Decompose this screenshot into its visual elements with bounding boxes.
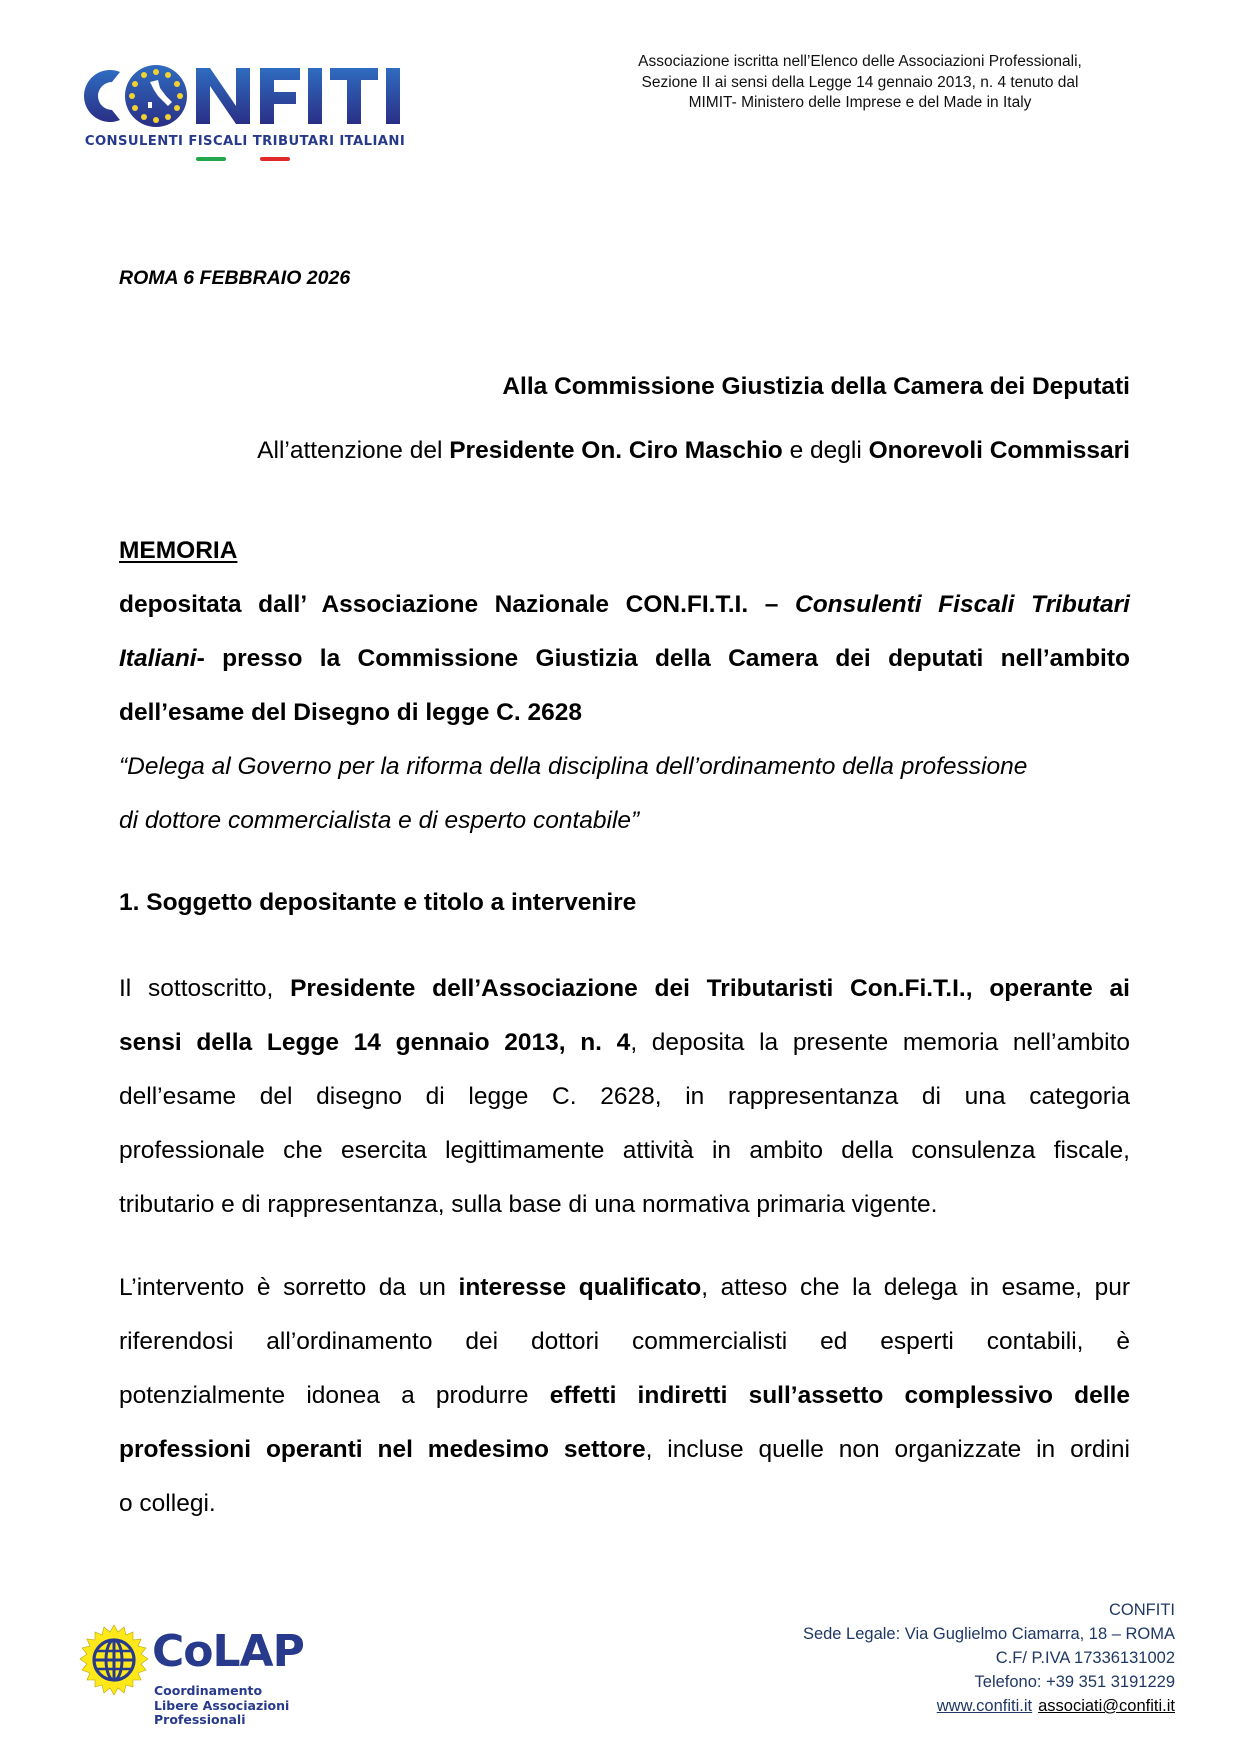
memo-line-text: - presso la Commissione Giustizia della Camera dei deputati nell’ambito (196, 645, 1130, 672)
confiti-wordmark (68, 58, 420, 134)
footer-phone: Telefono: +39 351 3191229 (974, 1673, 1175, 1691)
paragraph (119, 962, 1130, 1232)
colap-subtitle-line: Libere Associazioni (154, 1697, 290, 1713)
bold-span: professioni operanti nel medesimo settore (119, 1436, 646, 1463)
registration-note (600, 52, 1120, 114)
globe-sun-icon (78, 1624, 150, 1696)
text-span: , incluse quelle non organizzate in ordini (645, 1436, 1130, 1463)
paragraph-line (119, 962, 1130, 1016)
registration-note-line: MIMIT- Ministero delle Imprese e del Made in Italy (688, 94, 1032, 111)
letter-date: ROMA 6 FEBBRAIO 2026 (119, 267, 351, 289)
memo-quote-line: di dottore commercialista e di esperto contabile” (119, 807, 640, 834)
text-span: L’intervento è sorretto da un (119, 1274, 459, 1301)
attention-members: Onorevoli Commissari (868, 437, 1130, 464)
memo-line: dell’esame del Disegno di legge C. 2628 (119, 699, 582, 726)
confiti-logo (68, 58, 420, 168)
paragraph-line (119, 1423, 1130, 1477)
text-span: potenzialmente idonea a produrre (119, 1382, 550, 1409)
paragraph-line (119, 1016, 1130, 1070)
memo-line-text: depositata dall’ Associazione Nazionale CON.FI.T.I. – (119, 591, 795, 618)
bold-span: sensi della Legge 14 gennaio 2013, n. 4 (119, 1029, 631, 1056)
text-span: , atteso che la delega in esame, pur (701, 1274, 1130, 1301)
attention-prefix: All’attenzione del (257, 437, 450, 464)
text-span: , deposita la presente memoria nell’ambito (630, 1029, 1130, 1056)
colap-name: CoLAP (152, 1626, 304, 1677)
section-title: 1. Soggetto depositante e titolo a intervenire (119, 889, 637, 916)
memo-line-italic: Italiani (119, 645, 197, 672)
colap-subtitle (154, 1684, 289, 1728)
memo-quote-line: “Delega al Governo per la riforma della disciplina dell’ordinamento della professione (119, 753, 1028, 780)
registration-note-line: Associazione iscritta nell’Elenco delle Associazioni Professionali, (638, 53, 1082, 70)
paragraph-line: professionale che esercita legittimamente attività in ambito della consulenza fiscale, (119, 1137, 1130, 1164)
footer-address: Sede Legale: Via Guglielmo Ciamarra, 18 – ROMA (802, 1625, 1175, 1643)
logo-subtitle: CONSULENTI FISCALI TRIBUTARI ITALIANI (84, 134, 406, 149)
website-link[interactable]: www.confiti.it (936, 1697, 1033, 1715)
bold-span: interesse qualificato (458, 1274, 702, 1301)
paragraph-line: dell’esame del disegno di legge C. 2628, in rappresentanza di una categoria (119, 1083, 1130, 1110)
email-link[interactable]: associati@confiti.it (1038, 1697, 1175, 1715)
italian-flag-red-stripe (260, 157, 290, 161)
colap-subtitle-line: Professionali (154, 1712, 246, 1727)
text-span: Il sottoscritto, (119, 975, 291, 1002)
paragraph (119, 1261, 1130, 1531)
registration-note-line: Sezione II ai sensi della Legge 14 gennaio 2013, n. 4 tenuto dal (641, 73, 1079, 91)
memo-line-italic: Consulenti Fiscali Tributari (795, 591, 1130, 618)
colap-subtitle-line: Coordinamento (154, 1683, 263, 1698)
recipient: Alla Commissione Giustizia della Camera dei Deputati (502, 373, 1130, 400)
attention-middle: e degli (782, 437, 869, 464)
paragraph-line (119, 1369, 1130, 1423)
memo-title (119, 524, 1130, 578)
eu-stars-italy-map-icon (125, 65, 187, 127)
paragraph-line: tributario e di rappresentanza, sulla base di una normativa primaria vigente. (119, 1191, 938, 1218)
attention-president: Presidente On. Ciro Maschio (449, 437, 783, 464)
attention-line (119, 424, 1130, 478)
footer-links (655, 1694, 1175, 1718)
paragraph-line (119, 1261, 1130, 1315)
paragraph-line: o collegi. (119, 1490, 216, 1517)
italian-flag-green-stripe (196, 157, 226, 161)
bold-span: effetti indiretti sull’assetto complessivo delle (549, 1382, 1130, 1409)
footer-tax-id: C.F/ P.IVA 17336131002 (995, 1649, 1175, 1667)
footer-contact (655, 1598, 1175, 1718)
paragraph-line: riferendosi all’ordinamento dei dottori commercialisti ed esperti contabili, è (119, 1328, 1130, 1355)
bold-span: Presidente dell’Associazione dei Tributaristi Con.Fi.T.I., operante ai (290, 975, 1130, 1002)
footer-org: CONFITI (1109, 1601, 1175, 1619)
memo-description (119, 578, 1130, 848)
memo-line (119, 632, 1130, 686)
colap-logo (78, 1620, 338, 1750)
memo-line (119, 578, 1130, 632)
memo-title-text: MEMORIA (119, 537, 238, 564)
